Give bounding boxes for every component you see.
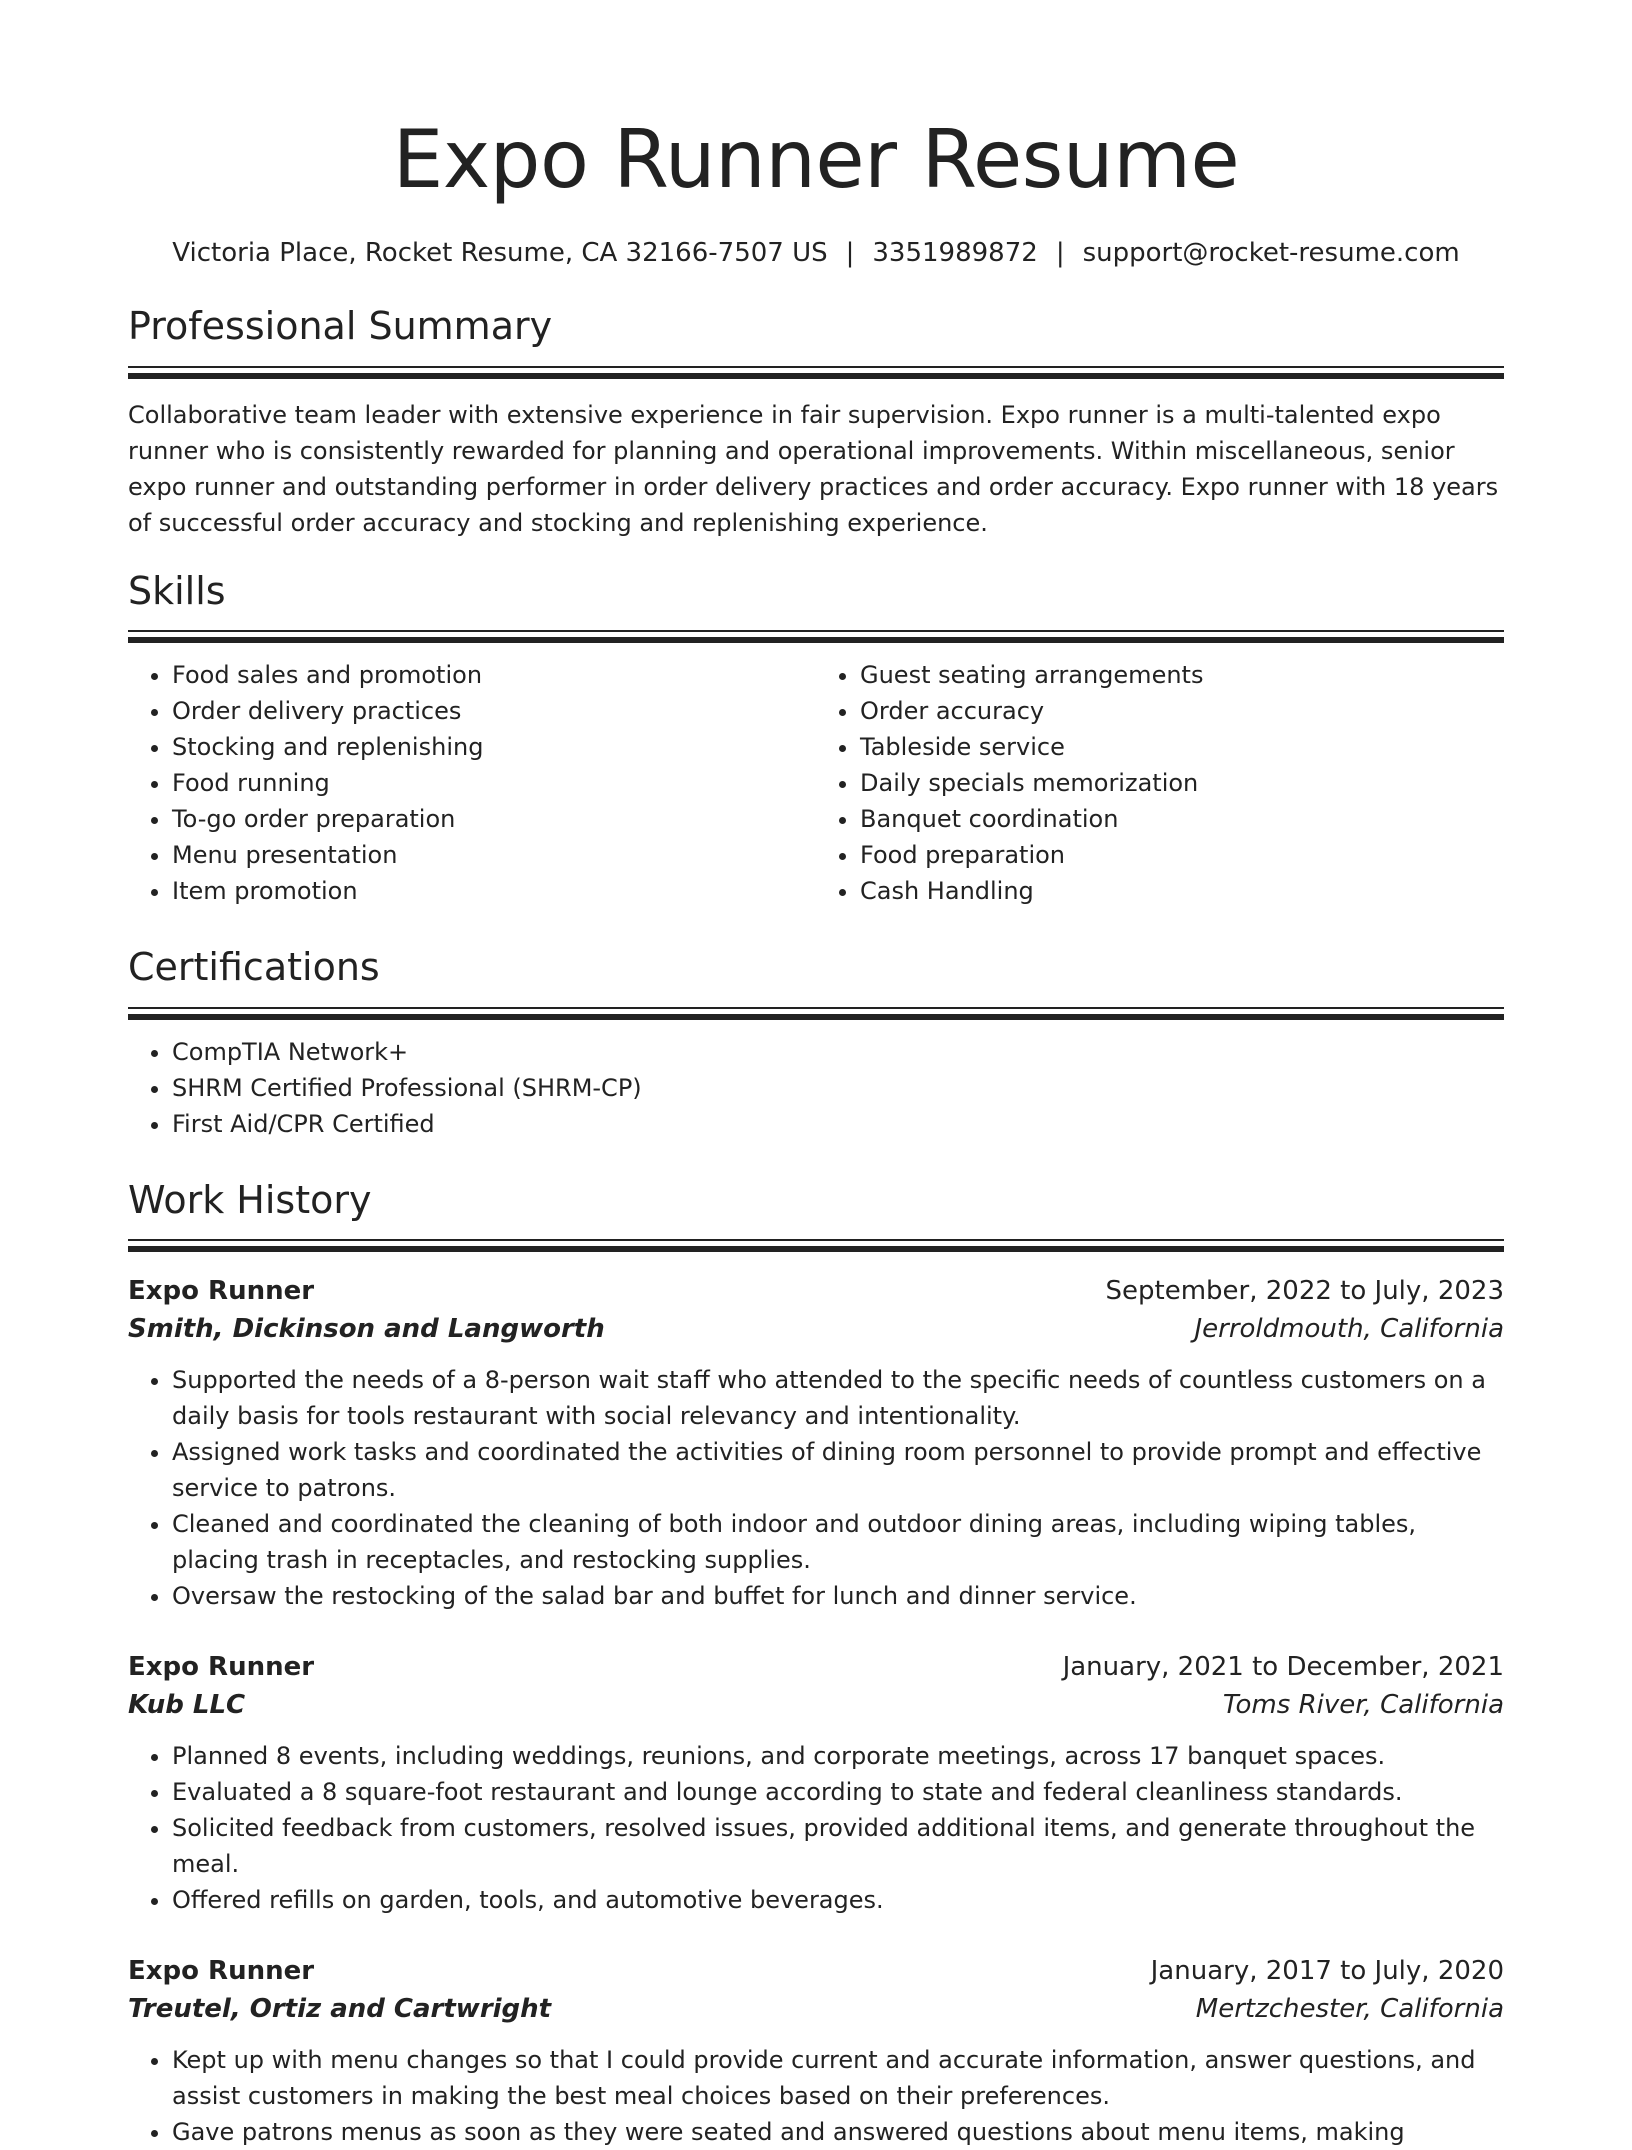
list-item: • Guest seating arrangements <box>860 657 1504 693</box>
job-company-row <box>128 1686 1504 1724</box>
job-company: Kub LLC <box>128 1690 246 1721</box>
contact-separator: | <box>1055 238 1065 268</box>
job-location: Jerroldmouth, California <box>1194 1314 1504 1345</box>
list-item: • SHRM Certified Professional (SHRM-CP) <box>172 1070 1504 1106</box>
list-item: • Banquet coordination <box>860 801 1504 837</box>
job-dates: January, 2021 to December, 2021 <box>1062 1652 1504 1683</box>
page-title: Expo Runner Resume <box>392 113 1240 206</box>
job-header-row <box>128 1952 1504 1990</box>
job-header-row <box>128 1272 1504 1310</box>
list-item: • Oversaw the restocking of the salad bar and buffet for lunch and dinner service. <box>172 1578 1504 1614</box>
job-location: Toms River, California <box>1222 1690 1504 1721</box>
contact-email: support@rocket-resume.com <box>1082 238 1460 268</box>
job-entry <box>128 1648 1504 1918</box>
job-header-row <box>128 1648 1504 1686</box>
list-item: • Supported the needs of a 8-person wait staff who attended to the specific needs of countless customers on a daily basis for tools restaurant with social relevancy and intentionality. <box>172 1362 1504 1434</box>
list-item: • Evaluated a 8 square-foot restaurant and lounge according to state and federal cleanliness standards. <box>172 1774 1504 1810</box>
list-item: • Food preparation <box>860 837 1504 873</box>
list-item: • Food running <box>172 765 816 801</box>
list-item: • First Aid/CPR Certified <box>172 1106 1504 1142</box>
job-location: Mertzchester, California <box>1195 1994 1504 2025</box>
skills-columns <box>128 657 1504 909</box>
list-item: • Solicited feedback from customers, resolved issues, provided additional items, and generate throughout the meal. <box>172 1810 1504 1882</box>
skills-left-list <box>128 657 816 909</box>
section-divider <box>128 1239 1504 1252</box>
job-company-row <box>128 1990 1504 2028</box>
list-item: • Cash Handling <box>860 873 1504 909</box>
list-item: • Menu presentation <box>172 837 816 873</box>
job-company: Treutel, Ortiz and Cartwright <box>128 1994 552 2025</box>
list-item: • Order delivery practices <box>172 693 816 729</box>
contact-address: Victoria Place, Rocket Resume, CA 32166-7507 US <box>172 238 828 268</box>
job-duties-list <box>128 1362 1504 1614</box>
list-item: • Tableside service <box>860 729 1504 765</box>
section-divider <box>128 630 1504 643</box>
job-dates: January, 2017 to July, 2020 <box>1150 1956 1504 1987</box>
list-item: • Offered refills on garden, tools, and automotive beverages. <box>172 1882 1504 1918</box>
job-title: Expo Runner <box>128 1276 315 1307</box>
section-heading: Work History <box>128 1177 372 1222</box>
section-divider <box>128 366 1504 379</box>
summary-text: Collaborative team leader with extensive experience in fair supervision. Expo runner is a multi-talented expo runner who is consistently rewarded for planning and operational improvements. Within miscellaneous, senior expo runner and outstanding performer in order delivery practices and order accuracy. Expo runner with 18 years of successful order accuracy and stocking and replenishing experience. <box>128 400 1499 537</box>
certifications-list <box>128 1034 1504 1142</box>
job-duties-list <box>128 1738 1504 1918</box>
list-item: • Item promotion <box>172 873 816 909</box>
job-company-row <box>128 1310 1504 1348</box>
contact-line <box>128 238 1504 268</box>
list-item: • Kept up with menu changes so that I could provide current and accurate information, answer questions, and assist customers in making the best meal choices based on their preferences. <box>172 2042 1504 2114</box>
contact-separator: | <box>845 238 855 268</box>
list-item: • Daily specials memorization <box>860 765 1504 801</box>
list-item: • Order accuracy <box>860 693 1504 729</box>
job-entry <box>128 1272 1504 1614</box>
section-heading: Skills <box>128 568 226 613</box>
list-item: • Gave patrons menus as soon as they were seated and answered questions about menu items, making <box>172 2114 1504 2150</box>
job-company: Smith, Dickinson and Langworth <box>128 1314 605 1345</box>
list-item: • Food sales and promotion <box>172 657 816 693</box>
job-dates: September, 2022 to July, 2023 <box>1105 1276 1504 1307</box>
contact-phone: 3351989872 <box>872 238 1038 268</box>
job-title: Expo Runner <box>128 1956 315 1987</box>
certifications-section <box>128 945 1504 1142</box>
summary-section <box>128 304 1504 541</box>
work-history-section <box>128 1178 1504 2150</box>
list-item: • CompTIA Network+ <box>172 1034 1504 1070</box>
section-heading: Certifications <box>128 945 380 990</box>
list-item: • Assigned work tasks and coordinated the activities of dining room personnel to provide prompt and effective service to patrons. <box>172 1434 1504 1506</box>
job-title: Expo Runner <box>128 1652 315 1683</box>
list-item: • Cleaned and coordinated the cleaning of both indoor and outdoor dining areas, including wiping tables, placing trash in receptacles, and restocking supplies. <box>172 1506 1504 1578</box>
list-item: • To-go order preparation <box>172 801 816 837</box>
list-item: • Planned 8 events, including weddings, reunions, and corporate meetings, across 17 banquet spaces. <box>172 1738 1504 1774</box>
job-duties-list <box>128 2042 1504 2150</box>
list-item: • Stocking and replenishing <box>172 729 816 765</box>
job-entry <box>128 1952 1504 2150</box>
section-heading: Professional Summary <box>128 304 553 348</box>
skills-right-list <box>816 657 1504 909</box>
skills-section <box>128 569 1504 910</box>
section-divider <box>128 1007 1504 1020</box>
